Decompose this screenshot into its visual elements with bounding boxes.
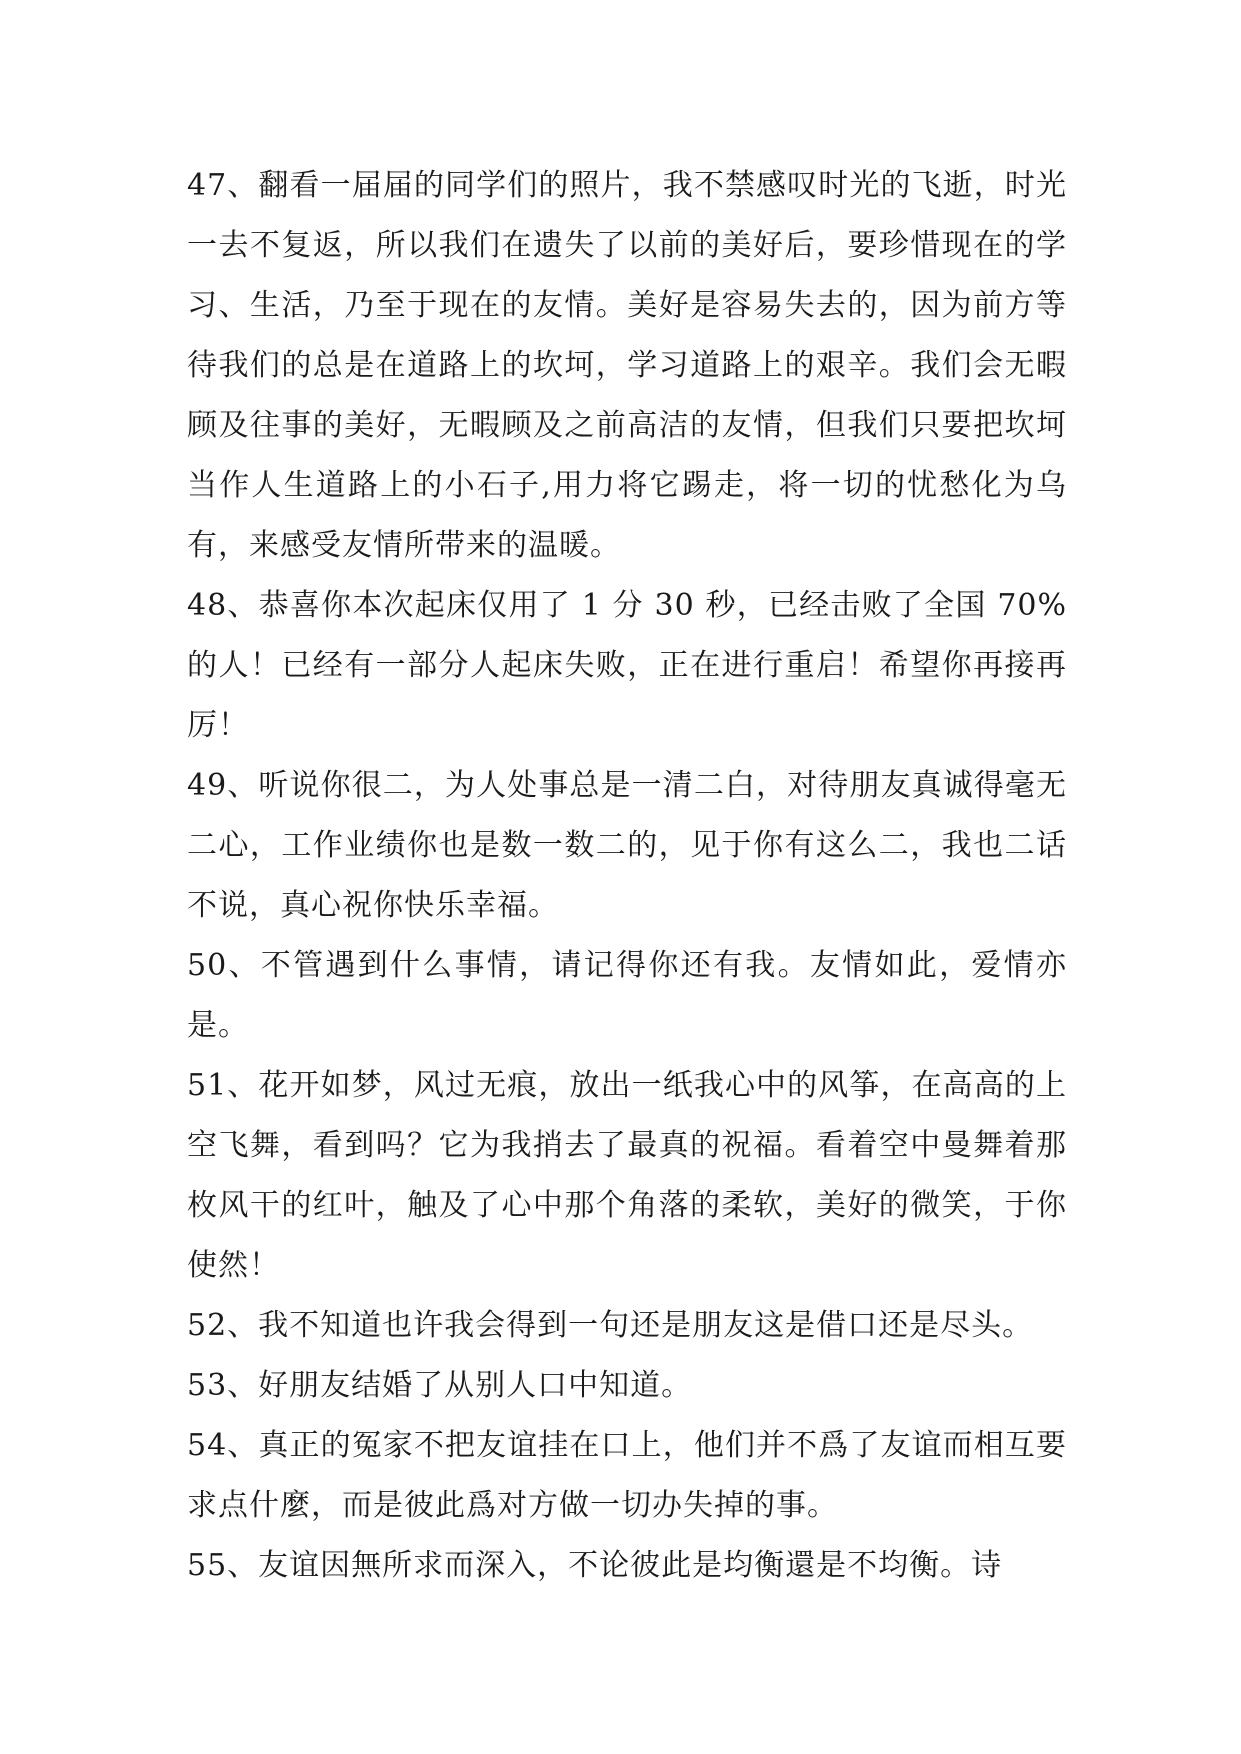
paragraph-49: 49、听说你很二，为人处事总是一清二白，对待朋友真诚得毫无二心，工作业绩你也是数一数二的，见于你有这么二，我也二话不说，真心祝你快乐幸福。 — [187, 768, 1067, 923]
paragraph-47: 47、翻看一届届的同学们的照片，我不禁感叹时光的飞逝，时光一去不复返，所以我们在遗失了以前的美好后，要珍惜现在的学习、生活，乃至于现在的友情。美好是容易失去的，因为前方等待我们的总是在道路上的坎坷，学习道路上的艰辛。我们会无暇顾及往事的美好，无暇顾及之前高洁的友情，但我们只要把坎坷当作人生道路上的小石子,用力将它踢走，将一切的忧愁化为乌有，来感受友情所带来的温暖。 — [187, 168, 1067, 563]
document-body — [187, 156, 1067, 1596]
paragraph-55: 55、友谊因無所求而深入，不论彼此是均衡還是不均衡。诗 — [187, 1548, 1003, 1583]
paragraph-54: 54、真正的冤家不把友谊挂在口上，他们并不爲了友谊而相互要求点什麼，而是彼此爲对方做一切办失掉的事。 — [187, 1428, 1067, 1523]
paragraph-53: 53、好朋友结婚了从别人口中知道。 — [187, 1368, 693, 1403]
paragraph-48: 48、恭喜你本次起床仅用了 1 分 30 秒，已经击败了全国 70%的人！已经有一部分人起床失败，正在进行重启！希望你再接再厉！ — [187, 588, 1067, 743]
paragraph-51: 51、花开如梦，风过无痕，放出一纸我心中的风筝，在高高的上空飞舞，看到吗？它为我捎去了最真的祝福。看着空中曼舞着那枚风干的红叶，触及了心中那个角落的柔软，美好的微笑，于你使然！ — [187, 1068, 1067, 1283]
paragraph-50: 50、不管遇到什么事情，请记得你还有我。友情如此，爱情亦是。 — [187, 948, 1067, 1043]
paragraph-52: 52、我不知道也许我会得到一句还是朋友这是借口还是尽头。 — [187, 1308, 1034, 1343]
